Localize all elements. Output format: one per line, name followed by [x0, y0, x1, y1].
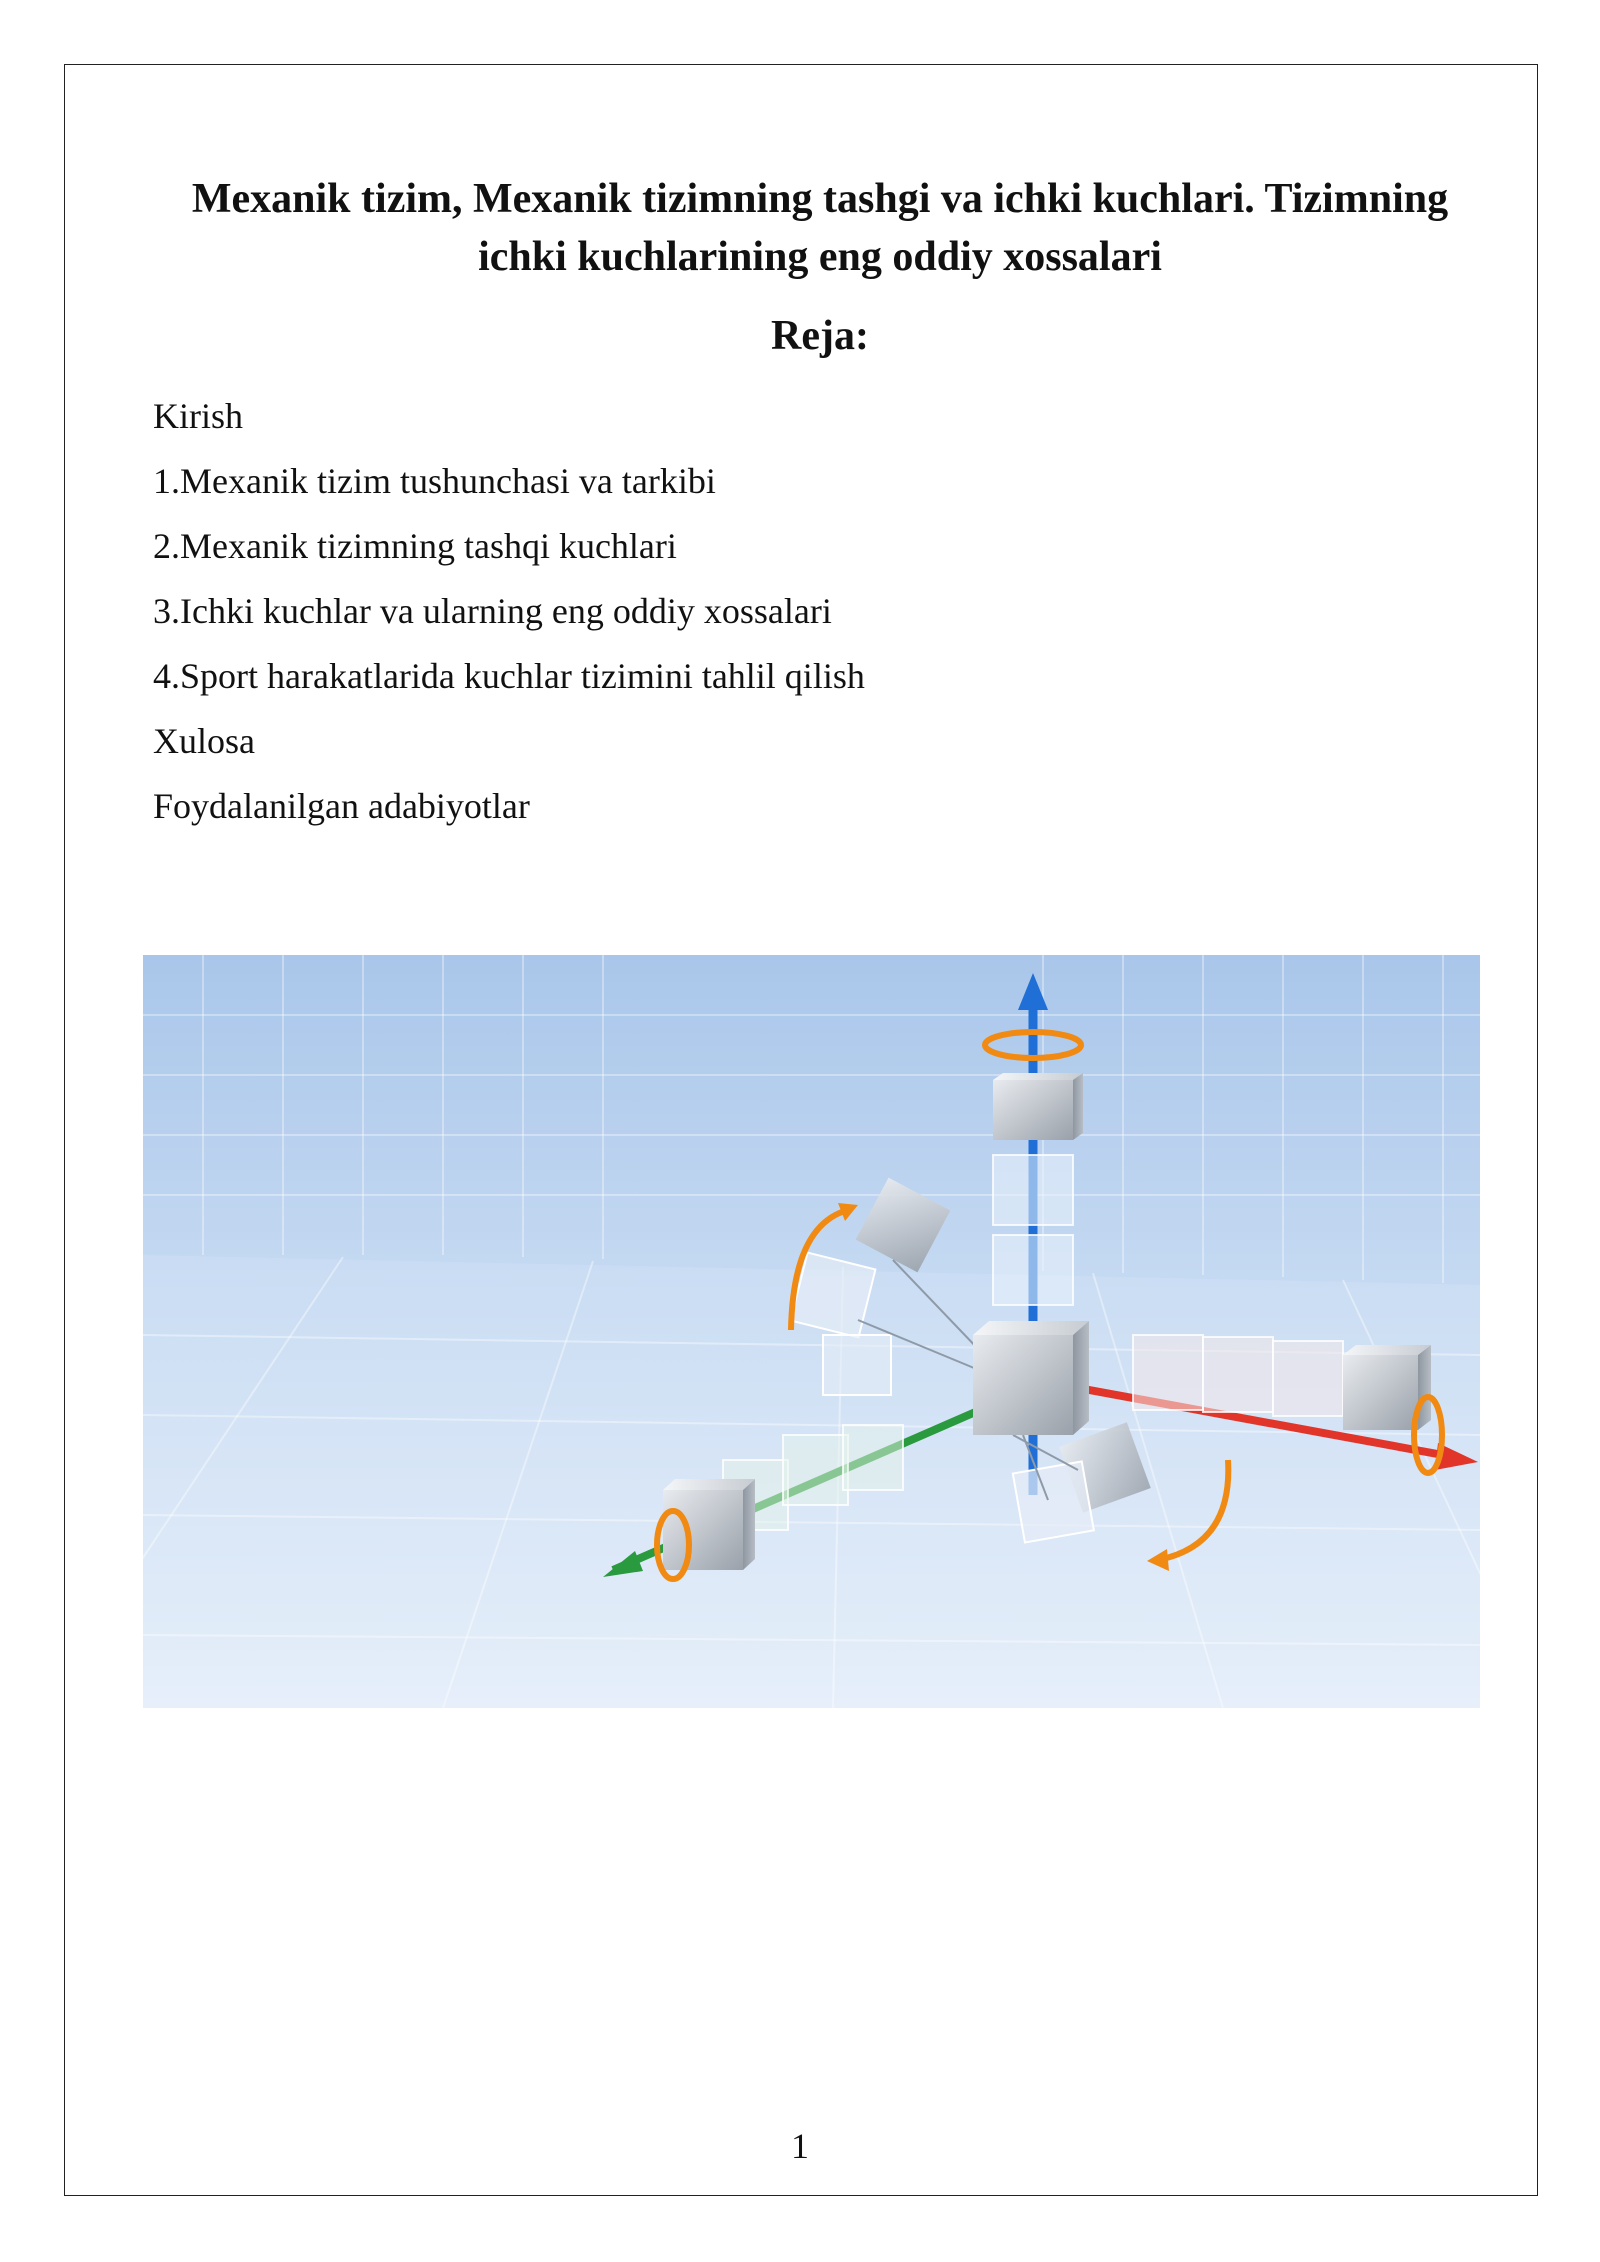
plan-item-intro: Kirish [153, 396, 243, 436]
page-number: 1 [791, 2126, 809, 2166]
plan-item-4: 4.Sport harakatlarida kuchlar tizimini tahlil qilish [153, 656, 865, 696]
central-cube [973, 1321, 1089, 1435]
document-title: Mexanik tizim, Mexanik tizimning tashgi va ichki kuchlari. Tizimning ichki kuchlarining eng oddiy xossalari [191, 176, 1449, 280]
plan-item-2: 2.Mexanik tizimning tashqi kuchlari [153, 526, 677, 566]
cube-left-depth [663, 1479, 755, 1570]
plan-item-3: 3.Ichki kuchlar va ularning eng oddiy xossalari [153, 591, 832, 631]
axes-cubes-icon [143, 955, 1480, 1708]
ghost-cubes-horizontal [1133, 1335, 1343, 1416]
cube-top-vertical [993, 1073, 1083, 1140]
mechanical-system-illustration [143, 955, 1480, 1708]
plan-item-references: Foydalanilgan adabiyotlar [153, 786, 530, 826]
plan-item-conclusion: Xulosa [153, 721, 255, 761]
plan-list [153, 384, 865, 839]
plan-heading: Reja: [771, 313, 869, 359]
plan-item-1: 1.Mexanik tizim tushunchasi va tarkibi [153, 461, 716, 501]
